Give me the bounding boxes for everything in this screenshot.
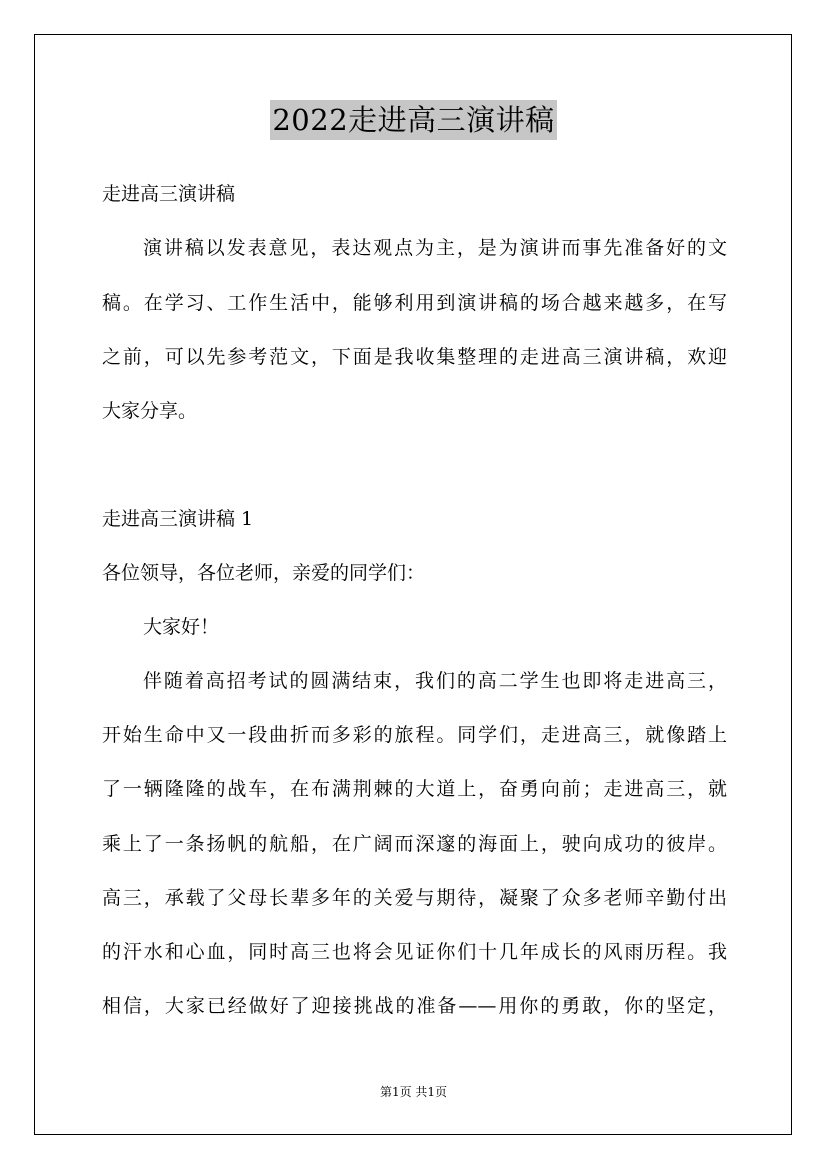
body-line-7: 相信，大家已经做好了迎接挑战的准备——用你的勇敢，你的坚定， bbox=[102, 995, 727, 1017]
salutation: 各位领导，各位老师，亲爱的同学们： bbox=[102, 562, 426, 584]
body-line-2: 开始生命中又一段曲折而多彩的旅程。同学们，走进高三，就像踏上 bbox=[102, 724, 727, 746]
intro-line-4: 大家分享。 bbox=[102, 400, 198, 422]
body-line-1: 伴随着高招考试的圆满结束，我们的高二学生也即将走进高三， bbox=[143, 670, 727, 692]
greeting: 大家好！ bbox=[143, 616, 220, 638]
intro-line-2: 稿。在学习、工作生活中，能够利用到演讲稿的场合越来越多，在写 bbox=[102, 292, 727, 314]
body-line-5: 高三，承载了父母长辈多年的关爱与期待，凝聚了众多老师辛勤付出 bbox=[102, 887, 727, 909]
document-title: 2022走进高三演讲稿 bbox=[270, 100, 556, 140]
title-container bbox=[0, 100, 827, 140]
intro-line-3: 之前，可以先参考范文，下面是我收集整理的走进高三演讲稿，欢迎 bbox=[102, 346, 727, 368]
section-heading: 走进高三演讲稿 1 bbox=[102, 508, 254, 530]
subtitle: 走进高三演讲稿 bbox=[102, 183, 236, 205]
intro-line-1: 演讲稿以发表意见，表达观点为主，是为演讲而事先准备好的文 bbox=[143, 237, 727, 259]
body-line-3: 了一辆隆隆的战车，在布满荆棘的大道上，奋勇向前；走进高三，就 bbox=[102, 778, 727, 800]
body-line-6: 的汗水和心血，同时高三也将会见证你们十几年成长的风雨历程。我 bbox=[102, 941, 727, 963]
body-line-4: 乘上了一条扬帆的航船，在广阔而深邃的海面上，驶向成功的彼岸。 bbox=[102, 833, 727, 855]
page-footer: 第1页 共1页 bbox=[379, 1085, 448, 1099]
